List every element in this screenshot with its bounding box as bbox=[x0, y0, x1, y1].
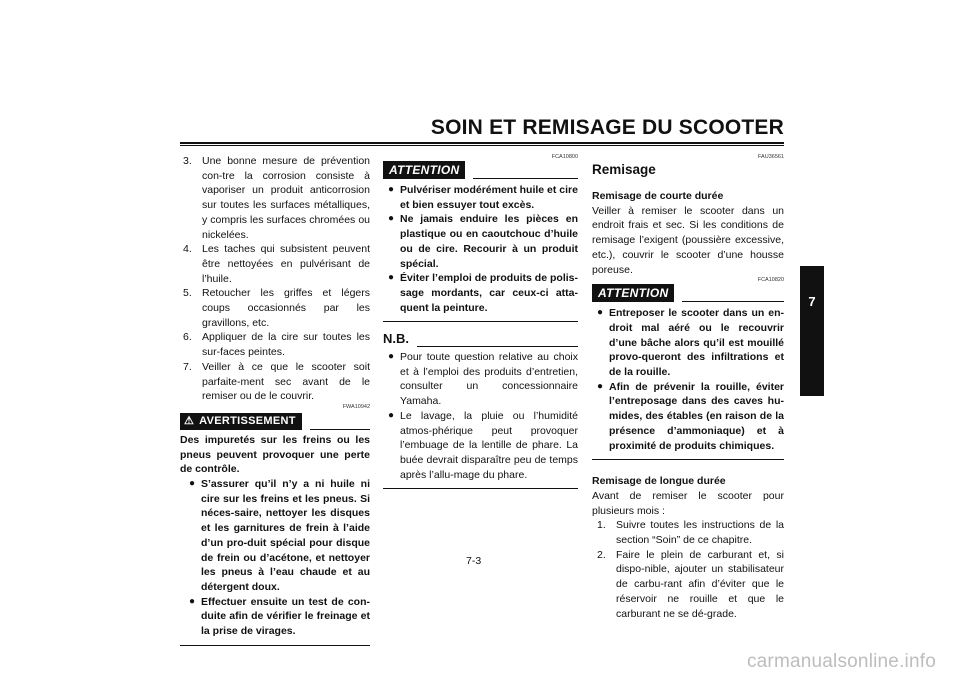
step-number: 2. bbox=[597, 548, 606, 561]
short-term-heading: Remisage de courte durée bbox=[592, 190, 724, 202]
nb-label: N.B. bbox=[383, 331, 409, 347]
attention-bullet-text: Afin de prévenir la rouille, éviter l’entreposage dans des caves hu-mides, des étables (en raison de la présence d’ammoniaque) et à proximité de produits chimiques. bbox=[609, 380, 784, 452]
step-item bbox=[594, 548, 784, 622]
nb-bullet-text: Pour toute question relative au choix et à l’emploi des produits d’entretien, consulter un concessionnaire Yamaha. bbox=[400, 351, 578, 408]
warning-end-rule bbox=[180, 645, 370, 646]
page-title: SOIN ET REMISAGE DU SCOOTER bbox=[430, 116, 784, 139]
step-text: Appliquer de la cire sur toutes les sur-faces peintes. bbox=[202, 331, 370, 359]
warning-code: FWA10942 bbox=[342, 403, 370, 410]
step-text: Suivre toutes les instructions de la section “Soin” de ce chapitre. bbox=[616, 519, 784, 547]
attention-code-2: FCA10820 bbox=[757, 277, 784, 284]
attention-header bbox=[383, 161, 578, 179]
section-code: FAU36561 bbox=[758, 154, 784, 160]
warning-bullet bbox=[180, 477, 370, 595]
warning-intro: Des impuretés sur les freins ou les pneus peuvent provoquer une perte de contrôle. bbox=[180, 433, 370, 476]
middle-column bbox=[383, 154, 578, 489]
attention-header-2 bbox=[592, 284, 784, 302]
attention-badge-2: ATTENTION bbox=[592, 284, 674, 302]
step-number: 1. bbox=[597, 519, 606, 532]
step-text: Les taches qui subsistent peuvent être nettoyées en pulvérisant de l’huile. bbox=[202, 243, 370, 285]
warning-label: AVERTISSEMENT bbox=[199, 415, 296, 428]
title-rule-thin bbox=[180, 145, 784, 146]
attention-bullet-text: Éviter l’emploi de produits de polis-sage mordants, car ceux-ci atta-quent la peinture. bbox=[400, 272, 578, 314]
watermark: carmanualsonline.info bbox=[746, 651, 936, 672]
bullet-dot-icon: ● bbox=[388, 184, 395, 195]
attention-bullet bbox=[592, 306, 784, 380]
attention-header-rule bbox=[473, 178, 578, 179]
nb-header bbox=[383, 332, 578, 347]
warning-badge bbox=[180, 413, 302, 430]
title-rule bbox=[180, 142, 784, 144]
attention-bullet-text: Entreposer le scooter dans un en-droit mal aéré ou le recouvrir d’une bâche alors qu’il est mouillé provo-queront des infiltrations et de la rouille. bbox=[609, 307, 784, 379]
attention-bullet-text: Pulvériser modérément huile et cire et bien essuyer tout excès. bbox=[400, 184, 578, 211]
nb-bullet-text: Le lavage, la pluie ou l’humidité atmos-phérique peut provoquer l’embuage de la lentille de phare. La buée devrait disparaître peu de temps après l’allu-mage du phare. bbox=[400, 409, 578, 481]
step-number: 3. bbox=[183, 155, 192, 167]
step-number: 5. bbox=[183, 287, 192, 300]
step-number: 4. bbox=[183, 243, 192, 256]
attention-code: FCA10800 bbox=[551, 154, 578, 160]
right-column bbox=[592, 154, 784, 621]
nb-bullets bbox=[383, 350, 578, 482]
nb-end-rule bbox=[383, 488, 578, 489]
section-title: Remisage bbox=[592, 162, 656, 177]
warning-bullet-text: S’assurer qu’il n’y a ni huile ni cire sur les freins et les pneus. Si néces-saire, nettoyer les disques et les garnitures de frein à l’aide d’un pro-duit spécial pour disque de frein ou d’acétone, et nettoyer les pneus à l’eau chaude et au détergent doux. bbox=[201, 478, 370, 593]
attention-bullet bbox=[592, 380, 784, 454]
step-item bbox=[594, 518, 784, 547]
bullet-dot-icon: ● bbox=[189, 595, 196, 607]
long-term-steps-list bbox=[594, 518, 784, 621]
attention-bullet bbox=[383, 212, 578, 271]
attention-bullet bbox=[383, 183, 578, 212]
step-number: 6. bbox=[183, 331, 192, 344]
attention-end-rule-2 bbox=[592, 459, 784, 460]
bullet-dot-icon: ● bbox=[388, 351, 395, 363]
step-text: Veiller à ce que le scooter soit parfaite-ment sec avant de le remiser ou de le couvrir. bbox=[202, 360, 370, 403]
cleaning-steps-list bbox=[180, 154, 370, 404]
attention-header-rule-2 bbox=[682, 301, 784, 302]
step-text: Une bonne mesure de prévention con-tre la corrosion consiste à vaporiser un produit anticorrosion sur toutes les surfaces métalliques, y compris les surfaces chromées ou nickelées. bbox=[202, 155, 370, 241]
warning-bullets bbox=[180, 477, 370, 639]
step-text: Faire le plein de carburant et, si dispo-nible, ajouter un stabilisateur de carbu-rant afin d’éviter que le réservoir ne rouille et que le carburant ne se dé-grade. bbox=[616, 548, 784, 620]
left-column bbox=[180, 154, 370, 646]
step-number: 7. bbox=[183, 360, 192, 373]
warning-bullet bbox=[180, 595, 370, 639]
attention-bullet bbox=[383, 271, 578, 315]
bullet-dot-icon: ● bbox=[597, 307, 604, 319]
step-item bbox=[180, 330, 370, 359]
bullet-dot-icon: ● bbox=[388, 213, 395, 225]
attention-end-rule bbox=[383, 321, 578, 322]
warning-header bbox=[180, 413, 370, 430]
attention-bullets-2 bbox=[592, 306, 784, 453]
long-term-heading: Remisage de longue durée bbox=[592, 475, 726, 488]
attention-badge: ATTENTION bbox=[383, 161, 465, 179]
warning-bullet-text: Effectuer ensuite un test de con-duite afin de vérifier le freinage et la prise de virages. bbox=[201, 595, 370, 638]
long-term-text: Avant de remiser le scooter pour plusieurs mois : bbox=[592, 489, 784, 517]
chapter-side-tab bbox=[800, 266, 824, 396]
step-item bbox=[180, 242, 370, 286]
bullet-dot-icon: ● bbox=[189, 478, 196, 490]
page-number: 7-3 bbox=[466, 555, 482, 567]
step-item bbox=[180, 360, 370, 404]
bullet-dot-icon: ● bbox=[388, 272, 395, 284]
bullet-dot-icon: ● bbox=[388, 409, 395, 421]
warning-triangle-icon: ⚠ bbox=[184, 415, 195, 428]
nb-bullet bbox=[383, 350, 578, 409]
warning-header-rule bbox=[310, 429, 370, 430]
attention-bullet-text: Ne jamais enduire les pièces en plastique ou en caoutchouc d’huile ou de cire. Recourir à un produit spécial. bbox=[400, 213, 578, 270]
nb-header-rule bbox=[417, 346, 578, 347]
attention-bullets bbox=[383, 183, 578, 315]
short-term-text: Veiller à remiser le scooter dans un endroit frais et sec. Si les conditions de remisage l’exigent (poussière excessive, etc.), couvrir le scooter d’une housse poreuse. bbox=[592, 204, 784, 276]
step-text: Retoucher les griffes et légers coups occasionnés par les gravillons, etc. bbox=[202, 287, 370, 329]
step-item bbox=[180, 154, 370, 242]
chapter-tab-number: 7 bbox=[808, 294, 816, 309]
nb-bullet bbox=[383, 409, 578, 483]
step-item bbox=[180, 286, 370, 330]
bullet-dot-icon: ● bbox=[597, 380, 604, 392]
